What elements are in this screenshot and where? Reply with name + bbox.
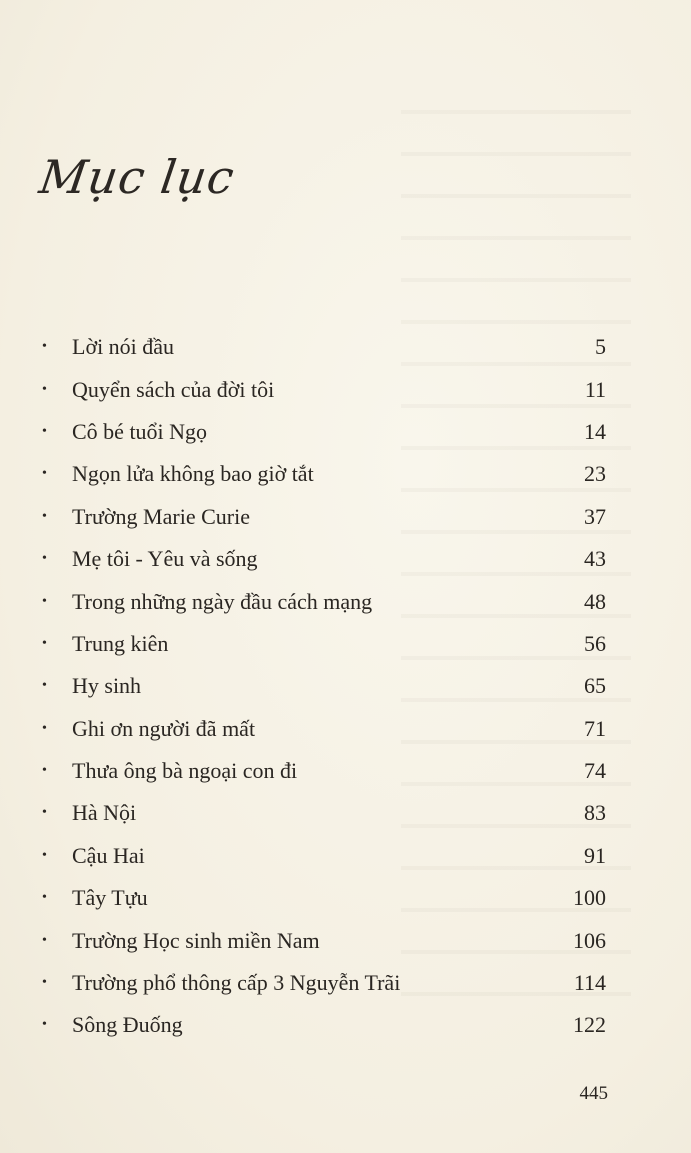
- toc-entry: [40, 411, 606, 453]
- table-of-contents: [40, 326, 606, 1047]
- toc-entry-title: Lời nói đầu: [72, 334, 175, 360]
- toc-entry: [40, 580, 606, 622]
- toc-entry-page: 74: [584, 758, 606, 784]
- bullet-icon: •: [42, 551, 47, 567]
- toc-entry: [40, 962, 606, 1004]
- toc-entry-title: Hà Nội: [72, 800, 137, 826]
- bullet-icon: •: [42, 890, 47, 906]
- bullet-icon: •: [42, 466, 47, 482]
- bullet-icon: •: [42, 678, 47, 694]
- toc-entry-page: 14: [584, 418, 606, 444]
- toc-entry-title: Sông Đuống: [72, 1012, 183, 1038]
- bullet-icon: •: [42, 593, 47, 609]
- toc-entry-title: Ghi ơn người đã mất: [72, 715, 256, 741]
- bullet-icon: •: [42, 847, 47, 863]
- toc-entry-page: 56: [584, 630, 606, 656]
- toc-entry-page: 106: [573, 927, 606, 953]
- toc-entry-title: Trường Học sinh miền Nam: [72, 927, 320, 953]
- toc-entry: [40, 835, 606, 877]
- toc-entry-title: Cô bé tuổi Ngọ: [72, 418, 208, 444]
- toc-entry-title: Tây Tựu: [72, 885, 148, 911]
- toc-entry-page: 100: [573, 885, 606, 911]
- toc-entry: [40, 877, 606, 919]
- bullet-icon: •: [42, 381, 47, 397]
- toc-entry: [40, 792, 606, 834]
- bullet-icon: •: [42, 720, 47, 736]
- toc-entry-page: 122: [573, 1012, 606, 1038]
- toc-entry-page: 114: [573, 970, 606, 996]
- bullet-icon: •: [42, 1017, 47, 1033]
- toc-entry: [40, 326, 606, 368]
- toc-entry-page: 43: [584, 546, 606, 572]
- toc-entry-title: Hy sinh: [72, 673, 142, 699]
- toc-entry: [40, 665, 606, 707]
- toc-entry-page: 48: [584, 588, 606, 614]
- toc-entry-page: 23: [584, 461, 606, 487]
- page-number: 445: [579, 1083, 608, 1104]
- page-title: Mục lục: [36, 150, 239, 204]
- toc-entry: [40, 919, 606, 961]
- toc-entry: [40, 538, 606, 580]
- toc-entry-page: 83: [584, 800, 606, 826]
- toc-entry-title: Mẹ tôi - Yêu và sống: [72, 546, 258, 572]
- toc-entry: [40, 453, 606, 495]
- bullet-icon: •: [42, 423, 47, 439]
- toc-entry: [40, 1004, 606, 1046]
- bullet-icon: •: [42, 635, 47, 651]
- toc-entry-title: Cậu Hai: [72, 842, 145, 868]
- toc-entry-title: Ngọn lửa không bao giờ tắt: [72, 461, 314, 487]
- toc-entry-title: Trường Marie Curie: [72, 503, 250, 529]
- toc-entry: [40, 368, 606, 410]
- toc-entry-title: Trong những ngày đầu cách mạng: [72, 588, 373, 614]
- toc-entry-title: Trung kiên: [72, 630, 169, 656]
- toc-entry-page: 5: [595, 334, 606, 360]
- toc-entry-title: Thưa ông bà ngoại con đi: [72, 758, 298, 784]
- toc-entry-page: 91: [584, 842, 606, 868]
- bullet-icon: •: [42, 763, 47, 779]
- bullet-icon: •: [42, 975, 47, 991]
- toc-entry-title: Quyển sách của đời tôi: [72, 376, 275, 402]
- toc-entry: [40, 623, 606, 665]
- toc-entry: [40, 750, 606, 792]
- bullet-icon: •: [42, 932, 47, 948]
- toc-entry-title: Trường phổ thông cấp 3 Nguyễn Trãi: [72, 970, 401, 996]
- toc-entry-page: 11: [584, 376, 606, 402]
- bullet-icon: •: [42, 508, 47, 524]
- toc-entry: [40, 708, 606, 750]
- toc-entry-page: 65: [584, 673, 606, 699]
- toc-entry: [40, 496, 606, 538]
- bullet-icon: •: [42, 805, 47, 821]
- toc-entry-page: 37: [584, 503, 606, 529]
- bullet-icon: •: [42, 339, 47, 355]
- toc-entry-page: 71: [584, 715, 606, 741]
